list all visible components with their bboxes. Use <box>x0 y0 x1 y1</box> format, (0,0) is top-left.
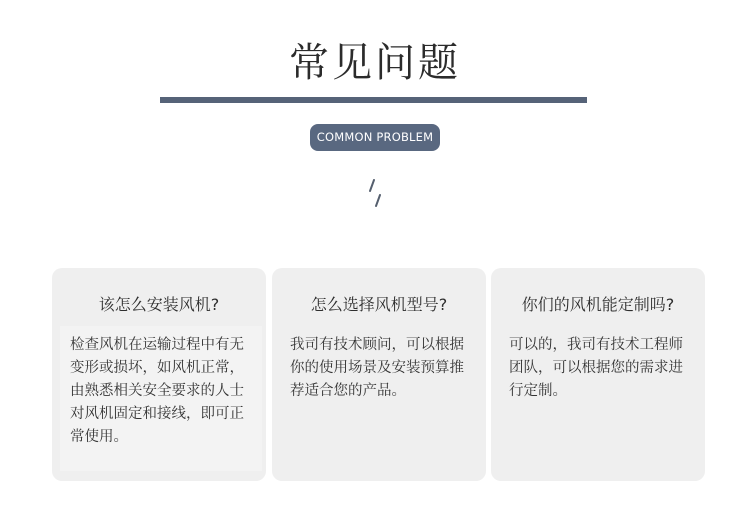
faq-card-installation <box>52 268 266 481</box>
faq-answer: 检查风机在运输过程中有无变形或损坏，如风机正常，由熟悉相关安全要求的人士对风机固定和接线，即可正常使用。 <box>60 326 262 471</box>
title-underline <box>160 97 587 103</box>
double-slash-icon <box>365 176 385 210</box>
faq-question: 你们的风机能定制吗? <box>521 295 675 314</box>
faq-question: 该怎么安装风机? <box>98 295 220 314</box>
faq-answer: 我司有技术顾问，可以根据你的使用场景及安装预算推荐适合您的产品。 <box>290 337 464 399</box>
page-title: 常见问题 <box>289 40 461 86</box>
faq-card-customization <box>491 268 705 481</box>
faq-card-model-selection <box>272 268 486 481</box>
section-badge: COMMON PROBLEM <box>310 124 440 151</box>
faq-answer: 可以的，我司有技术工程师团队，可以根据您的需求进行定制。 <box>509 337 683 399</box>
faq-question: 怎么选择风机型号? <box>310 295 448 314</box>
